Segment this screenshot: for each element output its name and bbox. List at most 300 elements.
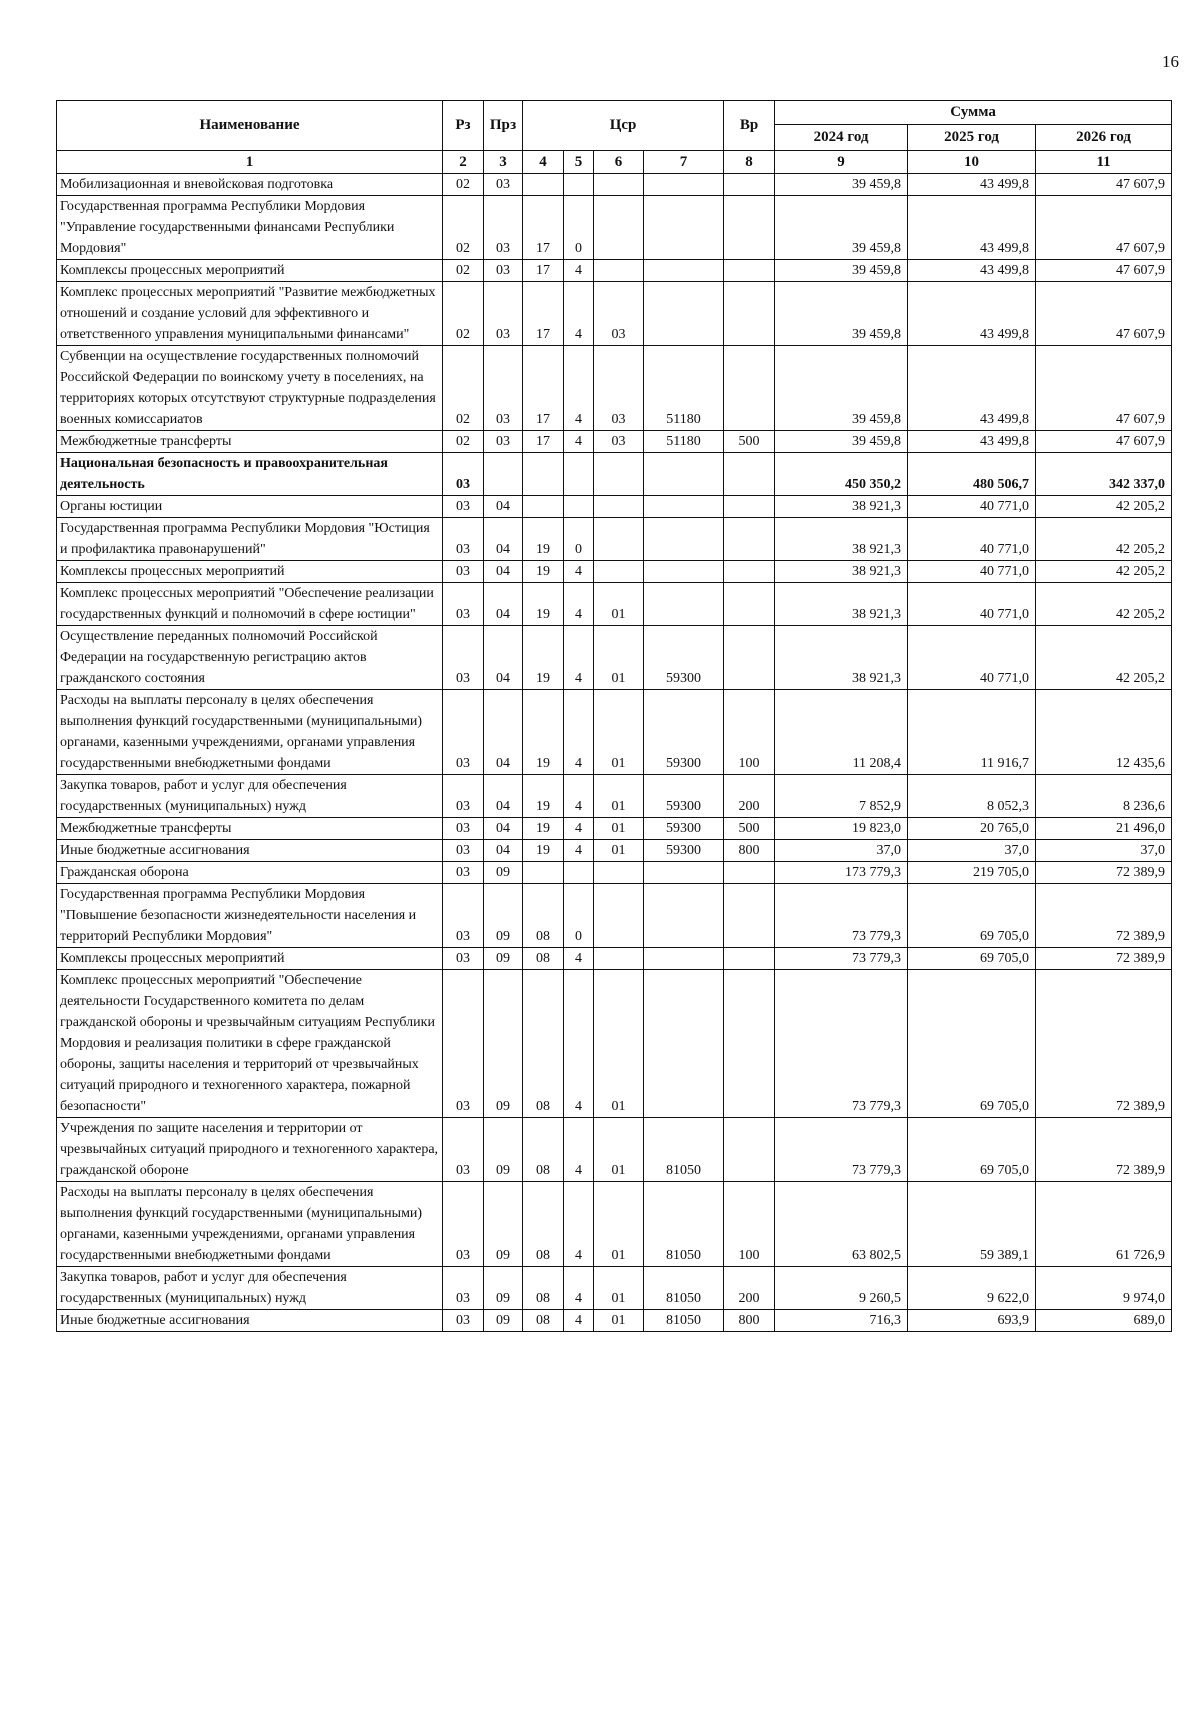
row-tsr-type: 4 [564,346,594,431]
row-tsr-program [523,453,564,496]
row-amount-2024: 38 921,3 [775,561,908,583]
row-rz: 03 [443,583,484,626]
row-tsr-direction: 59300 [644,818,724,840]
row-vr: 800 [724,840,775,862]
row-prz: 03 [484,346,523,431]
row-amount-2025: 40 771,0 [908,561,1036,583]
row-amount-2024: 39 459,8 [775,196,908,260]
row-vr [724,453,775,496]
row-tsr-program: 08 [523,1118,564,1182]
row-tsr-program: 19 [523,840,564,862]
row-tsr-complex [594,948,644,970]
table-row [57,775,1172,818]
row-amount-2026: 47 607,9 [1036,174,1172,196]
row-rz: 02 [443,431,484,453]
row-rz: 03 [443,561,484,583]
row-amount-2025: 69 705,0 [908,884,1036,948]
row-tsr-complex: 01 [594,1118,644,1182]
row-name: Учреждения по защите населения и территории от чрезвычайных ситуаций природного и техногенного характера, гражданской обороне [57,1118,443,1182]
row-amount-2024: 39 459,8 [775,260,908,282]
row-tsr-type: 4 [564,948,594,970]
row-vr [724,1118,775,1182]
row-name: Межбюджетные трансферты [57,431,443,453]
header-tsr: Цср [523,101,724,151]
table-row [57,282,1172,346]
row-amount-2024: 73 779,3 [775,970,908,1118]
row-name: Комплекс процессных мероприятий "Обеспечение реализации государственных функций и полномочий в сфере юстиции" [57,583,443,626]
row-amount-2026: 72 389,9 [1036,970,1172,1118]
row-rz: 02 [443,174,484,196]
row-amount-2024: 38 921,3 [775,626,908,690]
row-tsr-type [564,496,594,518]
table-row [57,583,1172,626]
row-tsr-complex: 01 [594,775,644,818]
row-amount-2026: 42 205,2 [1036,561,1172,583]
row-rz: 03 [443,775,484,818]
row-tsr-direction [644,583,724,626]
header-name: Наименование [57,101,443,151]
row-tsr-type: 4 [564,583,594,626]
row-rz: 02 [443,260,484,282]
row-name: Государственная программа Республики Мордовия "Повышение безопасности жизнедеятельности населения и территорий Республики Мордовия" [57,884,443,948]
column-number: 10 [908,150,1036,174]
row-prz: 04 [484,496,523,518]
row-tsr-program: 17 [523,260,564,282]
row-tsr-direction [644,518,724,561]
row-amount-2025: 11 916,7 [908,690,1036,775]
row-tsr-type: 4 [564,818,594,840]
row-tsr-direction [644,196,724,260]
row-vr: 200 [724,1267,775,1310]
row-amount-2025: 40 771,0 [908,626,1036,690]
row-name: Государственная программа Республики Мордовия "Юстиция и профилактика правонарушений" [57,518,443,561]
row-rz: 03 [443,948,484,970]
row-prz: 03 [484,431,523,453]
row-tsr-direction [644,282,724,346]
row-tsr-type: 4 [564,840,594,862]
row-tsr-program: 08 [523,948,564,970]
row-amount-2026: 61 726,9 [1036,1182,1172,1267]
row-name: Мобилизационная и вневойсковая подготовка [57,174,443,196]
row-amount-2024: 38 921,3 [775,583,908,626]
row-vr: 800 [724,1310,775,1332]
column-number: 2 [443,150,484,174]
row-prz: 04 [484,775,523,818]
row-amount-2024: 450 350,2 [775,453,908,496]
row-tsr-type: 0 [564,884,594,948]
row-prz: 03 [484,282,523,346]
table-row [57,346,1172,431]
row-tsr-direction: 59300 [644,626,724,690]
table-row [57,431,1172,453]
row-tsr-program: 19 [523,583,564,626]
row-amount-2026: 72 389,9 [1036,884,1172,948]
row-tsr-program: 17 [523,196,564,260]
row-tsr-program: 17 [523,431,564,453]
row-tsr-program [523,862,564,884]
row-tsr-complex: 01 [594,1310,644,1332]
row-name: Органы юстиции [57,496,443,518]
row-amount-2025: 43 499,8 [908,282,1036,346]
row-amount-2024: 73 779,3 [775,1118,908,1182]
header-year-2024: 2024 год [775,124,908,150]
table-row [57,626,1172,690]
row-tsr-direction: 81050 [644,1182,724,1267]
row-tsr-complex: 01 [594,840,644,862]
row-amount-2025: 69 705,0 [908,948,1036,970]
row-amount-2024: 173 779,3 [775,862,908,884]
column-number: 1 [57,150,443,174]
row-tsr-type: 4 [564,1267,594,1310]
row-vr [724,862,775,884]
row-amount-2025: 8 052,3 [908,775,1036,818]
row-name: Национальная безопасность и правоохранительная деятельность [57,453,443,496]
row-amount-2026: 72 389,9 [1036,948,1172,970]
row-tsr-complex [594,453,644,496]
row-tsr-program: 19 [523,518,564,561]
row-tsr-type: 4 [564,775,594,818]
row-tsr-program: 17 [523,282,564,346]
page-number: 16 [1162,52,1179,71]
row-name: Осуществление переданных полномочий Российской Федерации на государственную регистрацию актов гражданского состояния [57,626,443,690]
row-tsr-type: 0 [564,518,594,561]
row-name: Комплексы процессных мероприятий [57,561,443,583]
row-tsr-complex: 01 [594,690,644,775]
row-amount-2024: 7 852,9 [775,775,908,818]
column-number: 8 [724,150,775,174]
row-amount-2025: 43 499,8 [908,346,1036,431]
row-amount-2026: 72 389,9 [1036,862,1172,884]
row-tsr-direction: 51180 [644,346,724,431]
column-number: 7 [644,150,724,174]
row-tsr-program: 19 [523,561,564,583]
row-vr [724,948,775,970]
row-tsr-direction [644,970,724,1118]
row-amount-2025: 43 499,8 [908,196,1036,260]
row-tsr-complex: 03 [594,346,644,431]
row-tsr-program: 08 [523,1310,564,1332]
row-amount-2024: 73 779,3 [775,948,908,970]
row-amount-2026: 8 236,6 [1036,775,1172,818]
row-amount-2025: 37,0 [908,840,1036,862]
table-row [57,862,1172,884]
row-tsr-program: 08 [523,884,564,948]
row-amount-2024: 63 802,5 [775,1182,908,1267]
row-prz: 04 [484,840,523,862]
row-tsr-type: 0 [564,196,594,260]
row-tsr-program: 08 [523,1182,564,1267]
row-tsr-complex [594,496,644,518]
row-prz: 09 [484,1118,523,1182]
row-amount-2025: 693,9 [908,1310,1036,1332]
row-tsr-program [523,174,564,196]
row-amount-2025: 69 705,0 [908,1118,1036,1182]
row-rz: 03 [443,884,484,948]
row-rz: 03 [443,1182,484,1267]
row-name: Расходы на выплаты персоналу в целях обеспечения выполнения функций государственными (муниципальными) органами, казенными учреждениями, органами управления государственными внебюджетными фондами [57,1182,443,1267]
row-prz: 04 [484,818,523,840]
row-amount-2026: 47 607,9 [1036,431,1172,453]
row-tsr-direction: 51180 [644,431,724,453]
row-amount-2025: 219 705,0 [908,862,1036,884]
row-tsr-program: 19 [523,818,564,840]
header-year-2025: 2025 год [908,124,1036,150]
row-tsr-type: 4 [564,1182,594,1267]
row-vr [724,282,775,346]
row-tsr-type: 4 [564,1310,594,1332]
table-row [57,948,1172,970]
row-vr: 200 [724,775,775,818]
column-number: 9 [775,150,908,174]
row-name: Иные бюджетные ассигнования [57,840,443,862]
row-amount-2024: 37,0 [775,840,908,862]
row-amount-2026: 42 205,2 [1036,496,1172,518]
table-row [57,561,1172,583]
row-amount-2024: 19 823,0 [775,818,908,840]
row-amount-2026: 689,0 [1036,1310,1172,1332]
row-vr [724,260,775,282]
row-amount-2024: 39 459,8 [775,431,908,453]
row-amount-2024: 73 779,3 [775,884,908,948]
table-row [57,260,1172,282]
table-row [57,970,1172,1118]
row-vr [724,174,775,196]
row-vr [724,970,775,1118]
row-tsr-direction [644,884,724,948]
row-tsr-direction [644,862,724,884]
table-row [57,1267,1172,1310]
row-amount-2026: 42 205,2 [1036,518,1172,561]
row-tsr-direction [644,496,724,518]
header-vr: Вр [724,101,775,151]
column-number: 11 [1036,150,1172,174]
row-tsr-type: 4 [564,690,594,775]
column-number-row [57,150,1172,174]
row-amount-2024: 39 459,8 [775,282,908,346]
row-tsr-program: 08 [523,970,564,1118]
row-tsr-direction [644,174,724,196]
column-number: 6 [594,150,644,174]
row-tsr-program: 19 [523,775,564,818]
row-amount-2024: 716,3 [775,1310,908,1332]
header-year-2026: 2026 год [1036,124,1172,150]
row-tsr-direction [644,561,724,583]
row-tsr-program: 19 [523,626,564,690]
row-vr: 500 [724,431,775,453]
row-tsr-direction: 81050 [644,1267,724,1310]
row-tsr-type: 4 [564,282,594,346]
row-tsr-program [523,496,564,518]
row-vr [724,626,775,690]
row-tsr-direction: 59300 [644,690,724,775]
row-amount-2025: 59 389,1 [908,1182,1036,1267]
column-number: 3 [484,150,523,174]
row-tsr-complex [594,862,644,884]
row-tsr-complex: 01 [594,626,644,690]
header-prz: Прз [484,101,523,151]
budget-table [56,100,1172,1332]
row-tsr-type: 4 [564,260,594,282]
row-name: Закупка товаров, работ и услуг для обеспечения государственных (муниципальных) нужд [57,1267,443,1310]
row-rz: 02 [443,196,484,260]
row-vr [724,196,775,260]
row-amount-2026: 342 337,0 [1036,453,1172,496]
row-tsr-type: 4 [564,431,594,453]
table-body [57,174,1172,1332]
row-tsr-complex: 03 [594,431,644,453]
row-name: Комплексы процессных мероприятий [57,260,443,282]
row-prz: 09 [484,1267,523,1310]
row-prz: 03 [484,196,523,260]
row-vr [724,346,775,431]
row-rz: 03 [443,518,484,561]
row-name: Гражданская оборона [57,862,443,884]
row-vr: 500 [724,818,775,840]
table-row [57,196,1172,260]
row-vr [724,561,775,583]
column-number: 5 [564,150,594,174]
table-row [57,840,1172,862]
row-name: Расходы на выплаты персоналу в целях обеспечения выполнения функций государственными (муниципальными) органами, казенными учреждениями, органами управления государственными внебюджетными фондами [57,690,443,775]
row-tsr-direction [644,948,724,970]
row-tsr-complex [594,884,644,948]
row-rz: 02 [443,346,484,431]
row-tsr-complex [594,518,644,561]
row-tsr-type [564,453,594,496]
row-amount-2026: 47 607,9 [1036,196,1172,260]
row-amount-2026: 42 205,2 [1036,583,1172,626]
row-tsr-complex [594,260,644,282]
row-vr: 100 [724,690,775,775]
row-prz: 09 [484,948,523,970]
row-name: Комплексы процессных мероприятий [57,948,443,970]
row-tsr-type: 4 [564,970,594,1118]
row-tsr-complex: 01 [594,1267,644,1310]
row-amount-2026: 42 205,2 [1036,626,1172,690]
row-amount-2025: 43 499,8 [908,431,1036,453]
row-prz [484,453,523,496]
row-prz: 09 [484,884,523,948]
row-amount-2024: 38 921,3 [775,496,908,518]
row-tsr-direction: 59300 [644,840,724,862]
row-vr [724,884,775,948]
row-tsr-complex: 01 [594,970,644,1118]
row-amount-2026: 47 607,9 [1036,282,1172,346]
row-tsr-type [564,174,594,196]
row-amount-2026: 21 496,0 [1036,818,1172,840]
row-prz: 09 [484,1310,523,1332]
row-name: Комплекс процессных мероприятий "Развитие межбюджетных отношений и создание условий для эффективного и ответственного управления муниципальными финансами" [57,282,443,346]
row-amount-2025: 40 771,0 [908,583,1036,626]
row-prz: 09 [484,1182,523,1267]
table-row [57,884,1172,948]
row-prz: 04 [484,626,523,690]
row-rz: 03 [443,496,484,518]
row-amount-2025: 20 765,0 [908,818,1036,840]
table-row [57,1182,1172,1267]
row-prz: 04 [484,518,523,561]
row-tsr-program: 17 [523,346,564,431]
row-rz: 03 [443,970,484,1118]
row-tsr-complex [594,561,644,583]
row-rz: 03 [443,453,484,496]
row-prz: 04 [484,561,523,583]
row-amount-2025: 43 499,8 [908,174,1036,196]
table-row [57,690,1172,775]
row-rz: 02 [443,282,484,346]
row-rz: 03 [443,862,484,884]
column-number: 4 [523,150,564,174]
row-rz: 03 [443,1118,484,1182]
row-prz: 03 [484,174,523,196]
row-rz: 03 [443,626,484,690]
row-tsr-complex [594,174,644,196]
row-vr [724,496,775,518]
row-amount-2026: 72 389,9 [1036,1118,1172,1182]
row-tsr-direction [644,453,724,496]
row-rz: 03 [443,1310,484,1332]
header-rz: Рз [443,101,484,151]
row-tsr-program: 08 [523,1267,564,1310]
row-prz: 04 [484,690,523,775]
row-amount-2025: 40 771,0 [908,518,1036,561]
row-vr: 100 [724,1182,775,1267]
table-row [57,453,1172,496]
row-name: Закупка товаров, работ и услуг для обеспечения государственных (муниципальных) нужд [57,775,443,818]
row-name: Иные бюджетные ассигнования [57,1310,443,1332]
table-row [57,518,1172,561]
table-row [57,1118,1172,1182]
row-tsr-direction [644,260,724,282]
row-amount-2026: 37,0 [1036,840,1172,862]
row-prz: 09 [484,862,523,884]
row-tsr-complex: 01 [594,818,644,840]
table-row [57,496,1172,518]
row-tsr-type [564,862,594,884]
row-amount-2026: 9 974,0 [1036,1267,1172,1310]
table-row [57,174,1172,196]
row-tsr-direction: 59300 [644,775,724,818]
row-name: Межбюджетные трансферты [57,818,443,840]
row-name: Субвенции на осуществление государственных полномочий Российской Федерации по воинскому учету в поселениях, на территориях которых отсутствуют структурные подразделения военных комиссариатов [57,346,443,431]
row-amount-2024: 39 459,8 [775,174,908,196]
row-rz: 03 [443,818,484,840]
row-rz: 03 [443,1267,484,1310]
row-amount-2025: 43 499,8 [908,260,1036,282]
table-row [57,818,1172,840]
row-amount-2025: 40 771,0 [908,496,1036,518]
header-summa: Сумма [775,101,1172,125]
row-name: Государственная программа Республики Мордовия "Управление государственными финансами Республики Мордовия" [57,196,443,260]
row-tsr-complex: 01 [594,583,644,626]
row-vr [724,583,775,626]
row-rz: 03 [443,840,484,862]
row-tsr-type: 4 [564,626,594,690]
row-amount-2026: 47 607,9 [1036,346,1172,431]
row-amount-2026: 47 607,9 [1036,260,1172,282]
row-amount-2024: 11 208,4 [775,690,908,775]
table-row [57,1310,1172,1332]
row-tsr-type: 4 [564,561,594,583]
row-amount-2025: 480 506,7 [908,453,1036,496]
row-prz: 09 [484,970,523,1118]
row-tsr-complex [594,196,644,260]
row-tsr-complex: 01 [594,1182,644,1267]
row-vr [724,518,775,561]
row-amount-2026: 12 435,6 [1036,690,1172,775]
row-amount-2024: 39 459,8 [775,346,908,431]
row-rz: 03 [443,690,484,775]
